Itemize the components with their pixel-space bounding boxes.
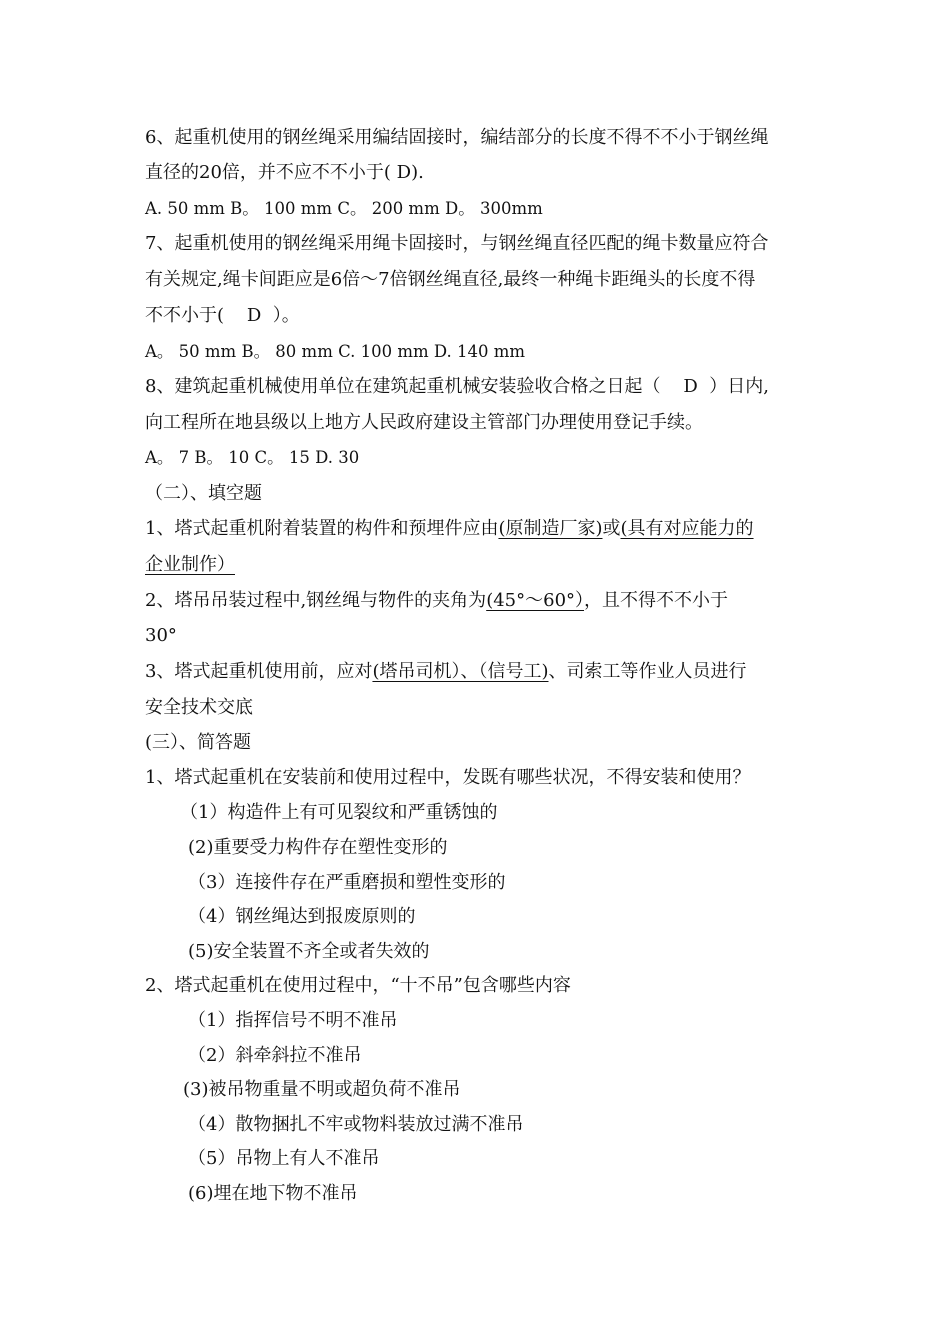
fill-1-answer-2-part-1: (具有对应能力的 [620,518,754,539]
fill-section-heading: （二）、填空题 [145,483,262,504]
short-2-item: （4）散物捆扎不牢或物料装放过满不准吊 [188,1114,524,1135]
short-2-item: （1）指挥信号不明不准吊 [188,1010,398,1031]
fill-1-answer-1: (原制造厂家) [498,518,603,539]
q7-line-3: 不不小于( D ）。 [145,305,300,326]
fill-1-line-2 [145,552,235,578]
fill-1-prefix: 1、塔式起重机附着装置的构件和预埋件应由 [145,518,499,539]
short-2-item: （2）斜牵斜拉不准吊 [188,1045,362,1066]
q6-options: A. 50 mm B。 100 mm C。 200 mm D。 300mm [145,199,543,218]
q8-line-2: 向工程所在地县级以上地方人民政府建设主管部门办理使用登记手续。 [145,412,703,433]
short-2-item: （5）吊物上有人不准吊 [188,1148,380,1169]
fill-3-answer: (塔吊司机）、（信号工) [372,661,549,682]
q7-options: A。 50 mm B。 80 mm C. 100 mm D. 140 mm [145,342,526,361]
fill-1-connector: 或 [602,518,621,539]
q8-line-1: 8、建筑起重机械使用单位在建筑起重机械安装验收合格之日起（ D ）日内, [145,376,769,397]
short-1-item: （4）钢丝绳达到报废原则的 [188,906,416,927]
short-2-question: 2、塔式起重机在使用过程中，“十不吊”包含哪些内容 [145,975,571,996]
fill-3-suffix: 、司索工等作业人员进行 [548,661,747,682]
q7-line-1: 7、起重机使用的钢丝绳采用绳卡固接时，与钢丝绳直径匹配的绳卡数量应符合 [145,233,769,254]
q7-line-2: 有关规定,绳卡间距应是6倍～7倍钢丝绳直径,最终一种绳卡距绳头的长度不得 [145,269,756,290]
short-section-heading: (三）、简答题 [145,732,252,753]
short-1-item: (5)安全装置不齐全或者失效的 [188,941,430,962]
fill-2-prefix: 2、塔吊吊装过程中,钢丝绳与物件的夹角为 [145,590,487,611]
q8-options: A。 7 B。 10 C。 15 D. 30 [145,448,360,467]
short-2-item: (3)被吊物重量不明或超负荷不准吊 [183,1079,461,1100]
fill-3-line-2: 安全技术交底 [145,697,253,718]
short-2-item: (6)埋在地下物不准吊 [188,1183,358,1204]
short-1-item: (2)重要受力构件存在塑性变形的 [188,837,448,858]
short-1-item: （3）连接件存在严重磨损和塑性变形的 [188,872,506,893]
fill-3-line-1 [145,659,747,685]
fill-3-prefix: 3、塔式起重机使用前，应对 [145,661,373,682]
short-1-item: （1）构造件上有可见裂纹和严重锈蚀的 [180,802,498,823]
q6-line-1: 6、起重机使用的钢丝绳采用编结固接时，编结部分的长度不得不不小于钢丝绳 [145,127,769,148]
fill-2-suffix: ，且不得不不小于 [584,590,729,611]
fill-2-line-1 [145,588,728,614]
fill-2-line-2: 30° [145,625,177,646]
fill-1-answer-2-part-2: 企业制作） [145,554,235,575]
q6-line-2: 直径的20倍，并不应不不小于( D). [145,162,424,183]
short-1-question: 1、塔式起重机在安装前和使用过程中，发既有哪些状况，不得安装和使用？ [145,767,751,788]
fill-1-line-1 [145,516,754,542]
fill-2-answer: (45°～60°） [486,590,585,611]
